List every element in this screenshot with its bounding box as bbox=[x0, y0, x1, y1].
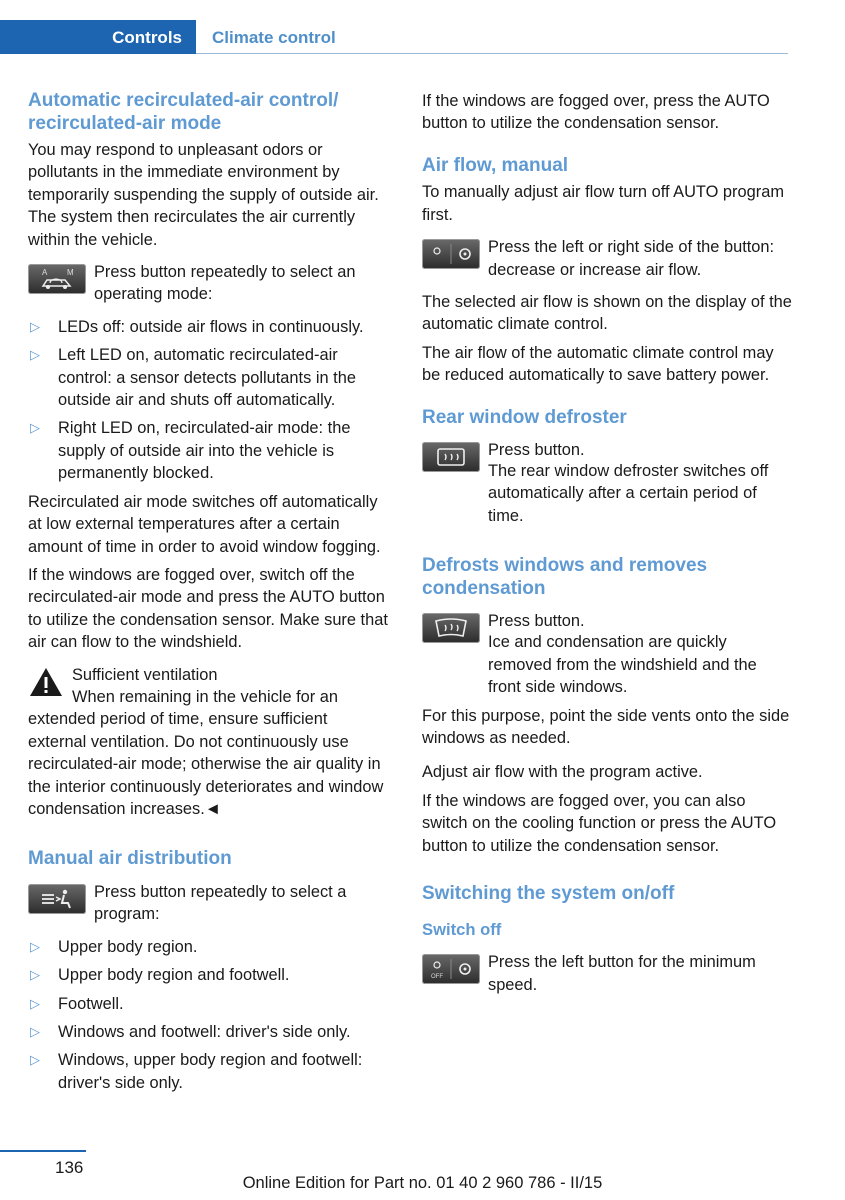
manual-letter: M bbox=[67, 268, 74, 278]
switch-off-button-text: Press the left button for the minimum speed. bbox=[488, 953, 756, 994]
rear-defrost-after: The rear window defroster switches off automatically after a certain period of time. bbox=[488, 462, 769, 525]
subsection-title: Climate control bbox=[212, 28, 336, 47]
rear-defrost-heading: Rear window defroster bbox=[422, 406, 627, 428]
manual-dist-button-row bbox=[28, 881, 390, 926]
recirc-button-text: Press button repeatedly to select an operating mode: bbox=[94, 263, 356, 304]
warning-icon bbox=[28, 666, 64, 698]
air-flow-intro: To manually adjust air flow turn off AUTO program first. bbox=[422, 183, 784, 224]
list-item: ▷ Right LED on, recirculated-air mode: the supply of outside air into the vehicle is permanently blocked. bbox=[30, 419, 351, 483]
program-list bbox=[28, 936, 390, 1094]
bullet-triangle-icon: ▷ bbox=[30, 420, 40, 436]
off-label: OFF bbox=[431, 974, 443, 981]
air-flow-button-text: Press the left or right side of the button: decrease or increase air flow. bbox=[488, 238, 775, 279]
bullet-triangle-icon: ▷ bbox=[30, 995, 40, 1011]
page-number-rule bbox=[0, 1150, 86, 1152]
bullet-triangle-icon: ▷ bbox=[30, 967, 40, 983]
fan-off-icon bbox=[422, 954, 480, 984]
recirculation-am-icon bbox=[28, 264, 86, 294]
fan-speed-icon bbox=[422, 239, 480, 269]
warning-text: When remaining in the vehicle for an extended period of time, ensure sufficient external ventilation. Do not continuously use recirculated-air mode; otherwise the air quality in the interior continuously deteriorates and window condensation increases.◄ bbox=[28, 687, 384, 818]
recirc-heading: Automatic recirculated-air control/ recirculated-air mode bbox=[28, 90, 339, 134]
recirc-para-1: Recirculated air mode switches off automatically at low external temperatures after a certain amount of time in order to avoid window fogging. bbox=[28, 492, 381, 556]
windshield-defroster-icon bbox=[422, 613, 480, 643]
list-item: ▷ Upper body region and footwell. bbox=[28, 964, 390, 986]
recirc-intro: You may respond to unpleasant odors or pollutants in the immediate environment by temporarily suspending the supply of outside air. The system then recirculates the air currently within the vehicle. bbox=[28, 141, 379, 249]
air-flow-heading: Air flow, manual bbox=[422, 154, 569, 176]
front-defrost-para-3: If the windows are fogged over, you can also switch on the cooling function or press the AUTO button to utilize the condensation sensor. bbox=[422, 791, 777, 855]
air-flow-para-1: The selected air flow is shown on the display of the automatic climate control. bbox=[422, 292, 792, 334]
air-flow-button-row bbox=[422, 236, 792, 281]
list-item: ▷ Windows and footwell: driver's side only. bbox=[28, 1021, 390, 1043]
section-tab: Controls bbox=[0, 20, 196, 54]
list-item: ▷ Left LED on, automatic recirculated-air control: a sensor detects pollutants in the outside air and shuts off automatically. bbox=[30, 346, 356, 410]
right-column bbox=[422, 90, 792, 1006]
list-item: ▷ Footwell. bbox=[28, 993, 390, 1015]
manual-dist-button-text: Press button repeatedly to select a program: bbox=[94, 882, 347, 924]
list-item: ▷ Windows, upper body region and footwell: driver's side only. bbox=[30, 1051, 363, 1092]
list-item: ▷ Upper body region. bbox=[28, 936, 390, 958]
front-defrost-button-text: Press button. bbox=[488, 612, 585, 631]
switching-heading: Switching the system on/off bbox=[422, 882, 675, 904]
recirc-para-2: If the windows are fogged over, switch off the recirculated-air mode and press the AUTO button to utilize the condensation sensor. Make sure that air can flow to the windshield. bbox=[28, 565, 388, 652]
bullet-triangle-icon: ▷ bbox=[30, 1023, 40, 1039]
warning-block bbox=[28, 664, 390, 821]
page-number: 136 bbox=[55, 1158, 84, 1177]
edition-footer: Online Edition for Part no. 01 40 2 960 786 - II/15 bbox=[242, 1174, 603, 1192]
front-defrost-heading: Defrosts windows and removes condensation bbox=[422, 555, 708, 599]
header-rule bbox=[196, 53, 788, 54]
air-flow-para-2: The air flow of the automatic climate control may be reduced automatically to save battery power. bbox=[422, 343, 774, 385]
auto-letter: A bbox=[42, 268, 48, 278]
recirc-mode-list bbox=[28, 316, 390, 485]
switch-off-button-row bbox=[422, 951, 792, 996]
bullet-triangle-icon: ▷ bbox=[30, 347, 40, 363]
left-column bbox=[28, 90, 390, 1100]
bullet-triangle-icon: ▷ bbox=[30, 938, 40, 954]
list-item: ▷ LEDs off: outside air flows in continuously. bbox=[28, 316, 390, 338]
fogged-intro: If the windows are fogged over, press the AUTO button to utilize the condensation sensor. bbox=[422, 92, 770, 133]
front-defrost-after: Ice and condensation are quickly removed from the windshield and the front side windows. bbox=[488, 633, 757, 697]
manual-dist-heading: Manual air distribution bbox=[28, 848, 232, 870]
bullet-triangle-icon: ▷ bbox=[30, 318, 40, 334]
rear-defroster-icon bbox=[422, 442, 480, 472]
switch-off-subheading: Switch off bbox=[422, 920, 502, 940]
rear-defrost-button-text: Press button. bbox=[488, 441, 585, 460]
air-distribution-icon bbox=[28, 884, 86, 914]
front-defrost-para-2: Adjust air flow with the program active. bbox=[422, 763, 703, 782]
warning-title: Sufficient ventilation bbox=[72, 665, 218, 684]
bullet-triangle-icon: ▷ bbox=[30, 1052, 40, 1068]
front-defrost-para-1: For this purpose, point the side vents onto the side windows as needed. bbox=[422, 706, 790, 747]
recirc-button-row bbox=[28, 261, 390, 306]
